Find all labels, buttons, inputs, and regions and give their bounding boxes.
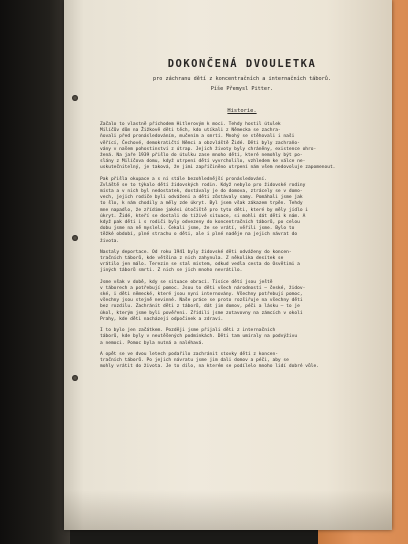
text-line: ské, i děti německé, které jsou nyní internovány. Všechny potřebují pomoc, xyxy=(100,292,303,298)
text-line: to šlo, k nám chodily a měly zde úkryt. Byl jsem však zákazem trpěn. Tehdy xyxy=(100,201,303,207)
text-line: jiných táborů smrti. Z nich se jich mnoho nevrátilo. xyxy=(100,268,243,274)
text-line: Zvláště se to týkalo dětí židovských rodin. Když nebylo pro židovské rodiny xyxy=(100,182,306,188)
document-title: DOKONČENÁ DVOULETKA xyxy=(167,58,317,70)
text-line: vech, jejich rodiče byli odváženi a děti zůstávaly samy. Pomáhali jsme jak xyxy=(100,195,303,201)
text-line: mne napadlo, že zřídíme jakési útočiště pro tyto děti, které by měly jídlo i xyxy=(100,207,309,213)
text-line: Prahy, kde děti nacházejí odpočinek a zdraví. xyxy=(100,316,224,322)
punch-hole xyxy=(72,235,78,241)
text-line: žená. Na jaře 1939 přišlo do útulku zase mnoho dětí, které nemohly být po- xyxy=(100,153,303,159)
text-line: když pak děti i s rodiči byly odvezeny do koncentračních táborů, po celou xyxy=(100,220,300,226)
document-content xyxy=(100,20,384,375)
text-line: všechny jsou stejně nevinné. Naše práce se proto rozšiřuje na všechny děti xyxy=(100,298,303,304)
text-line: a nemoci. Pomoc byla nutná a naléhavá. xyxy=(100,340,205,346)
text-line: Jsme však v době, kdy se situace obrací. Tisíce dětí jsou ještě xyxy=(100,279,273,285)
document-subtitle: pro záchranu dětí z koncentračních a internačních táborů. xyxy=(152,76,332,82)
text-line: vrátilo jen málo. Terezín se stal místem, odkud vedla cesta do Osvětimi a xyxy=(100,262,300,268)
text-line: A opět se ve dvou letech podařilo zachránit stovky dětí z koncen- xyxy=(100,351,278,357)
text-line: tračních táborů, kde většina z nich zahynula. Z několika desítek se xyxy=(100,256,284,262)
text-line: úkol, kterým jsme byli pověřeni. Zřídili jsme zotavovny na zámcích v okolí xyxy=(100,310,303,316)
text-line: tračních táborů. Po jejich návratu jsme jim dali domov a péči, aby se xyxy=(100,357,289,363)
text-line: v táborech a potřebují pomoc. Jsou to děti všech národností – české, židov- xyxy=(100,285,306,291)
paragraph xyxy=(100,122,384,172)
text-line: táborů, kde byly v neutěšených podmínkách. Děti tam umíraly na podvýživu xyxy=(100,334,298,340)
text-line: života. xyxy=(100,238,120,244)
body-text xyxy=(100,122,384,370)
page-shadow xyxy=(64,490,392,530)
document-author: Píše Přemysl Pitter. xyxy=(210,86,274,92)
document-page xyxy=(64,0,392,530)
text-line: ňovali před pronásledováním, mučením a smrtí. Mnohý se stěhovali i naši xyxy=(100,134,295,140)
paragraph xyxy=(100,328,384,347)
paragraph xyxy=(100,250,384,275)
text-line: Začalo to vlastně příchodem Hitlerovým k moci. Tehdy hostil útulek xyxy=(100,122,281,127)
text-line: mohly vrátit do života. Je to dílo, na kterém se podílelo mnoho lidí dobré vůle. xyxy=(100,364,319,370)
dark-background-left xyxy=(0,0,70,544)
text-line: dobu jsme na ně mysleli. Čekali jsme, že se vrátí, věřili jsme. Bylo to xyxy=(100,226,295,232)
paragraph xyxy=(100,352,384,371)
text-line: vány v našem pohostinství z útrap. Jejich životy byly chráněny, existence ohro- xyxy=(100,146,317,152)
text-line: bez rozdílu. Zachránit děti z táborů, dát jim domov, péči a lásku – to je xyxy=(100,304,300,310)
text-line: uskutečnitelný, je taková, že jimi zapříčiněno utrpení nám všem nedovoluje zapomenout. xyxy=(100,165,336,171)
punch-hole xyxy=(72,375,78,381)
text-line: Milíčův dům na Žižkově děti těch, kdo utíkali z Německa se zachra- xyxy=(100,128,281,134)
text-line: Nastaly deportace. Od roku 1941 byly židovské děti odváženy do koncen- xyxy=(100,249,292,255)
section-heading: Historie. xyxy=(227,108,257,114)
text-line: úkryt. Židé, kteří se dostali do tíživé situace, si mohli dát děti k nám. A xyxy=(100,213,306,219)
text-line: věřící, Čechové, demokratičtí Němci a obzvláště Židé. Děti byly zachraňo- xyxy=(100,140,300,146)
text-line: slány z Milíčova domu, když utrpení dětí vyvrcholilo, vzhledem ke válce ne- xyxy=(100,159,306,165)
text-line: Pak přišla okupace a s ní stále bezohlednější pronásledování. xyxy=(100,176,267,182)
paragraph xyxy=(100,280,384,323)
text-line: těžké období, plné strachu o děti, ale i plné naděje na jejich návrat do xyxy=(100,232,298,238)
punch-hole xyxy=(72,95,78,101)
paragraph xyxy=(100,177,384,245)
text-line: místa a v nich byl nedostatek, dostávaly je do domova, ztrácely se v domo- xyxy=(100,189,303,195)
text-line: I to bylo jen začátkem. Později jsme přijali děti z internačních xyxy=(100,328,276,334)
